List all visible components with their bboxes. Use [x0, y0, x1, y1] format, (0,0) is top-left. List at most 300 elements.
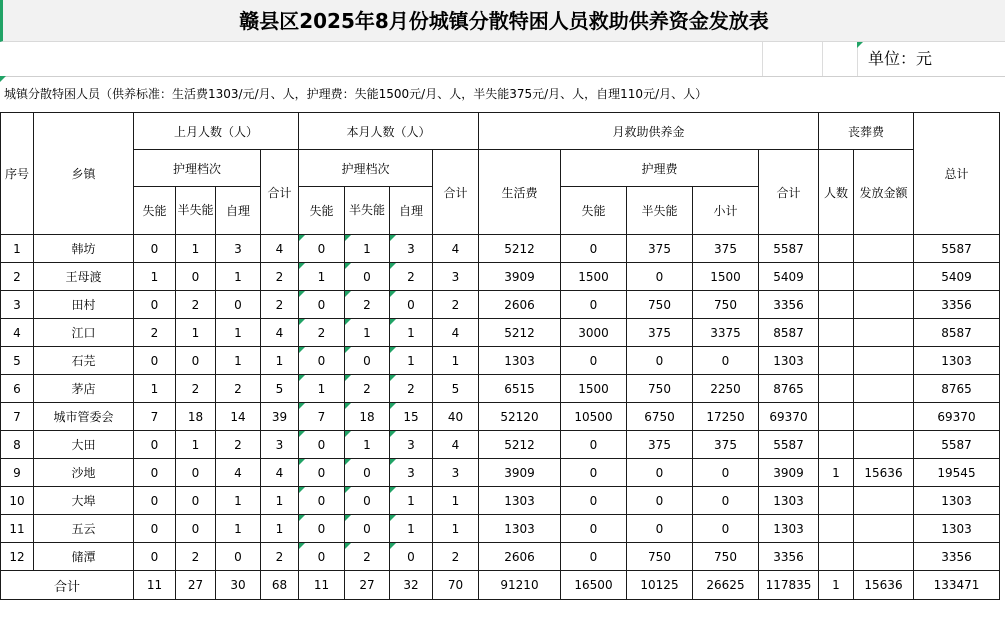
cell-grand-total[interactable]: 1303: [914, 515, 1000, 543]
header-care-fee: 护理费: [561, 150, 759, 187]
cell-allowance-total[interactable]: 5587: [759, 431, 819, 459]
cell-funeral-amount[interactable]: [854, 543, 914, 571]
cell-this-subtotal[interactable]: 3: [433, 459, 479, 487]
description-row[interactable]: [0, 76, 1005, 112]
cell-care-disabled[interactable]: 10500: [561, 403, 627, 431]
cell-last-disabled[interactable]: 0: [134, 487, 176, 515]
header-this-disabled: 失能: [299, 187, 345, 235]
total-last-semi[interactable]: 27: [176, 571, 216, 600]
comment-marker-icon: [345, 235, 351, 241]
comment-marker-icon: [299, 347, 305, 353]
comment-marker-icon: [390, 515, 396, 521]
cell-this-subtotal[interactable]: 1: [433, 515, 479, 543]
total-care-semi[interactable]: 10125: [627, 571, 693, 600]
cell-care-small-total[interactable]: 750: [693, 291, 759, 319]
header-last-care-level: 护理档次: [134, 150, 261, 187]
cell-care-semi[interactable]: 0: [627, 347, 693, 375]
cell-care-semi[interactable]: 750: [627, 543, 693, 571]
cell-this-subtotal[interactable]: 4: [433, 431, 479, 459]
cell-index[interactable]: 1: [1, 235, 34, 263]
cell-care-disabled[interactable]: 1500: [561, 375, 627, 403]
cell-funeral-persons[interactable]: [819, 487, 854, 515]
cell-grand-total[interactable]: 5587: [914, 431, 1000, 459]
cell-last-semi[interactable]: 2: [176, 543, 216, 571]
comment-marker-icon: [345, 459, 351, 465]
cell-last-self[interactable]: 1: [216, 347, 261, 375]
cell-care-disabled[interactable]: 0: [561, 291, 627, 319]
cell-this-semi[interactable]: 0: [345, 347, 390, 375]
comment-marker-icon: [299, 543, 305, 549]
comment-marker-icon: [345, 263, 351, 269]
cell-care-semi[interactable]: 750: [627, 375, 693, 403]
cell-this-subtotal[interactable]: 2: [433, 291, 479, 319]
cell-allowance-total[interactable]: 1303: [759, 487, 819, 515]
cell-this-subtotal[interactable]: 2: [433, 543, 479, 571]
cell-grand-total[interactable]: 1303: [914, 347, 1000, 375]
cell-last-subtotal[interactable]: 4: [261, 319, 299, 347]
cell-this-self[interactable]: 1: [390, 487, 433, 515]
cell-this-semi[interactable]: 1: [345, 235, 390, 263]
cell-last-semi[interactable]: 1: [176, 235, 216, 263]
cell-last-semi[interactable]: 0: [176, 347, 216, 375]
cell-this-self[interactable]: 3: [390, 431, 433, 459]
cell-last-subtotal[interactable]: 1: [261, 347, 299, 375]
cell-grand-total[interactable]: 8765: [914, 375, 1000, 403]
cell-funeral-persons[interactable]: [819, 543, 854, 571]
cell-this-disabled[interactable]: 0: [299, 515, 345, 543]
cell-last-disabled[interactable]: 1: [134, 263, 176, 291]
cell-living[interactable]: 6515: [479, 375, 561, 403]
cell-last-self[interactable]: 0: [216, 291, 261, 319]
cell-this-semi[interactable]: 0: [345, 515, 390, 543]
cell-living[interactable]: 2606: [479, 291, 561, 319]
cell-funeral-amount[interactable]: [854, 291, 914, 319]
cell-town[interactable]: 城市管委会: [34, 403, 134, 431]
cell-care-disabled[interactable]: 0: [561, 431, 627, 459]
cell-this-disabled[interactable]: 0: [299, 291, 345, 319]
cell-last-disabled[interactable]: 0: [134, 459, 176, 487]
cell-last-disabled[interactable]: 2: [134, 319, 176, 347]
cell-last-subtotal[interactable]: 5: [261, 375, 299, 403]
cell-care-small-total[interactable]: 0: [693, 347, 759, 375]
cell-last-self[interactable]: 1: [216, 319, 261, 347]
cell-allowance-total[interactable]: 3909: [759, 459, 819, 487]
cell-living[interactable]: 3909: [479, 459, 561, 487]
cell-this-semi[interactable]: 1: [345, 319, 390, 347]
cell[interactable]: [823, 42, 858, 76]
description-text: 城镇分散特困人员（供养标准：生活费1303/元/月、人，护理费：失能1500元/月、人，半失能375元/月、人，自理110元/月、人）: [4, 87, 708, 101]
cell-index[interactable]: 2: [1, 263, 34, 291]
cell-town[interactable]: 储潭: [34, 543, 134, 571]
cell-grand-total[interactable]: 8587: [914, 319, 1000, 347]
cell-this-semi[interactable]: 0: [345, 487, 390, 515]
cell-index[interactable]: 12: [1, 543, 34, 571]
cell-care-semi[interactable]: 375: [627, 235, 693, 263]
header-index: 序号: [1, 113, 34, 235]
cell-last-self[interactable]: 14: [216, 403, 261, 431]
cell-funeral-amount[interactable]: [854, 347, 914, 375]
cell-last-semi[interactable]: 18: [176, 403, 216, 431]
cell-this-disabled[interactable]: 1: [299, 263, 345, 291]
cell-last-disabled[interactable]: 0: [134, 347, 176, 375]
cell-care-small-total[interactable]: 1500: [693, 263, 759, 291]
cell-care-disabled[interactable]: 1500: [561, 263, 627, 291]
cell-funeral-persons[interactable]: [819, 235, 854, 263]
table-row: [1, 319, 1000, 347]
cell-this-self[interactable]: 3: [390, 235, 433, 263]
cell-this-disabled[interactable]: 0: [299, 235, 345, 263]
cell-living[interactable]: 5212: [479, 319, 561, 347]
comment-marker-icon: [390, 375, 396, 381]
cell-index[interactable]: 11: [1, 515, 34, 543]
cell-allowance-total[interactable]: 3356: [759, 291, 819, 319]
cell-last-semi[interactable]: 0: [176, 263, 216, 291]
cell-care-semi[interactable]: 0: [627, 459, 693, 487]
cell-this-semi[interactable]: 1: [345, 431, 390, 459]
cell-this-self[interactable]: 1: [390, 347, 433, 375]
cell-funeral-amount[interactable]: [854, 235, 914, 263]
cell-town[interactable]: 韩坊: [34, 235, 134, 263]
cell-funeral-amount[interactable]: [854, 263, 914, 291]
comment-marker-icon: [345, 347, 351, 353]
cell-funeral-persons[interactable]: [819, 375, 854, 403]
cell-this-disabled[interactable]: 0: [299, 347, 345, 375]
cell-this-disabled[interactable]: 0: [299, 543, 345, 571]
total-allowance-total[interactable]: 117835: [759, 571, 819, 600]
header-last-semi-disabled: 半失能: [176, 187, 216, 235]
header-care-disabled: 失能: [561, 187, 627, 235]
cell-last-self[interactable]: 1: [216, 263, 261, 291]
cell-last-subtotal[interactable]: 1: [261, 515, 299, 543]
cell-this-subtotal[interactable]: 3: [433, 263, 479, 291]
cell-this-self[interactable]: 0: [390, 291, 433, 319]
cell-care-semi[interactable]: 750: [627, 291, 693, 319]
cell-this-disabled[interactable]: 7: [299, 403, 345, 431]
cell-funeral-persons[interactable]: [819, 319, 854, 347]
cell-care-semi[interactable]: 375: [627, 319, 693, 347]
cell-this-disabled[interactable]: 2: [299, 319, 345, 347]
cell-index[interactable]: 7: [1, 403, 34, 431]
comment-marker-icon: [857, 42, 863, 48]
table-row: [1, 515, 1000, 543]
header-this-self-care: 自理: [390, 187, 433, 235]
header-last-self-care: 自理: [216, 187, 261, 235]
cell-funeral-amount[interactable]: [854, 403, 914, 431]
cell-last-subtotal[interactable]: 39: [261, 403, 299, 431]
header-this-subtotal: 合计: [433, 150, 479, 235]
cell[interactable]: [763, 42, 823, 76]
cell-this-subtotal[interactable]: 40: [433, 403, 479, 431]
cell-this-disabled[interactable]: 0: [299, 487, 345, 515]
total-last-subtotal[interactable]: 68: [261, 571, 299, 600]
cell-care-disabled[interactable]: 0: [561, 515, 627, 543]
cell-funeral-persons[interactable]: [819, 403, 854, 431]
total-funeral-amount[interactable]: 15636: [854, 571, 914, 600]
cell-this-self[interactable]: 2: [390, 263, 433, 291]
header-allowance: 月救助供养金: [479, 113, 819, 150]
cell-care-small-total[interactable]: 0: [693, 487, 759, 515]
cell-funeral-amount[interactable]: [854, 515, 914, 543]
cell-index[interactable]: 10: [1, 487, 34, 515]
cell-care-disabled[interactable]: 0: [561, 347, 627, 375]
total-last-self[interactable]: 30: [216, 571, 261, 600]
cell-index[interactable]: 4: [1, 319, 34, 347]
cell-funeral-amount[interactable]: [854, 319, 914, 347]
cell-care-small-total[interactable]: 3375: [693, 319, 759, 347]
cell-this-semi[interactable]: 2: [345, 375, 390, 403]
cell-funeral-persons[interactable]: 1: [819, 459, 854, 487]
cell-last-subtotal[interactable]: 1: [261, 487, 299, 515]
total-care-small-total[interactable]: 26625: [693, 571, 759, 600]
cell-care-disabled[interactable]: 0: [561, 543, 627, 571]
header-care-semi-disabled: 半失能: [627, 187, 693, 235]
cell-town[interactable]: 沙地: [34, 459, 134, 487]
cell-allowance-total[interactable]: 3356: [759, 543, 819, 571]
cell-grand-total[interactable]: 1303: [914, 487, 1000, 515]
cell-last-subtotal[interactable]: 4: [261, 235, 299, 263]
cell-last-disabled[interactable]: 7: [134, 403, 176, 431]
header-care-small-total: 小计: [693, 187, 759, 235]
header-this-semi-disabled: 半失能: [345, 187, 390, 235]
total-this-self[interactable]: 32: [390, 571, 433, 600]
cell-living[interactable]: 1303: [479, 515, 561, 543]
cell-care-semi[interactable]: 0: [627, 487, 693, 515]
cell-care-small-total[interactable]: 375: [693, 431, 759, 459]
cell-living[interactable]: 2606: [479, 543, 561, 571]
sheet-title: 赣县区2025年8月份城镇分散特困人员救助供养资金发放表: [0, 0, 1005, 42]
cell-last-self[interactable]: 3: [216, 235, 261, 263]
totals-label: 合计: [1, 571, 134, 600]
comment-marker-icon: [390, 347, 396, 353]
cell-last-disabled[interactable]: 1: [134, 375, 176, 403]
cell-allowance-total[interactable]: 8587: [759, 319, 819, 347]
cell-this-subtotal[interactable]: 5: [433, 375, 479, 403]
comment-marker-icon: [299, 487, 305, 493]
cell-living[interactable]: 52120: [479, 403, 561, 431]
header-town: 乡镇: [34, 113, 134, 235]
comment-marker-icon: [299, 403, 305, 409]
total-this-subtotal[interactable]: 70: [433, 571, 479, 600]
total-funeral-persons[interactable]: 1: [819, 571, 854, 600]
cell-this-self[interactable]: 1: [390, 319, 433, 347]
cell-funeral-amount[interactable]: [854, 375, 914, 403]
header-amount: 发放金额: [854, 150, 914, 235]
cell-this-subtotal[interactable]: 1: [433, 487, 479, 515]
cell-last-disabled[interactable]: 0: [134, 431, 176, 459]
cell-index[interactable]: 5: [1, 347, 34, 375]
cell-town[interactable]: 王母渡: [34, 263, 134, 291]
cell-allowance-total[interactable]: 5587: [759, 235, 819, 263]
table-row: [1, 487, 1000, 515]
comment-marker-icon: [390, 403, 396, 409]
comment-marker-icon: [390, 291, 396, 297]
cell-last-disabled[interactable]: 0: [134, 235, 176, 263]
cell-town[interactable]: 大埠: [34, 487, 134, 515]
total-last-disabled[interactable]: 11: [134, 571, 176, 600]
cell-this-disabled[interactable]: 1: [299, 375, 345, 403]
cell-funeral-amount[interactable]: [854, 431, 914, 459]
comment-marker-icon: [390, 235, 396, 241]
comment-marker-icon: [345, 543, 351, 549]
cell-care-small-total[interactable]: 17250: [693, 403, 759, 431]
cell-last-semi[interactable]: 1: [176, 319, 216, 347]
cell-last-self[interactable]: 2: [216, 431, 261, 459]
cell-care-semi[interactable]: 0: [627, 263, 693, 291]
cell-care-small-total[interactable]: 750: [693, 543, 759, 571]
cell-care-disabled[interactable]: 0: [561, 459, 627, 487]
cell-last-semi[interactable]: 0: [176, 459, 216, 487]
total-grand-total[interactable]: 133471: [914, 571, 1000, 600]
cell-last-self[interactable]: 4: [216, 459, 261, 487]
table-row: [1, 403, 1000, 431]
table-row: [1, 235, 1000, 263]
cell-last-disabled[interactable]: 0: [134, 291, 176, 319]
header-last-month: 上月人数（人）: [134, 113, 299, 150]
cell-this-subtotal[interactable]: 4: [433, 319, 479, 347]
cell-living[interactable]: 5212: [479, 431, 561, 459]
cell-care-disabled[interactable]: 0: [561, 235, 627, 263]
comment-marker-icon: [299, 291, 305, 297]
cell[interactable]: [0, 42, 763, 76]
total-this-disabled[interactable]: 11: [299, 571, 345, 600]
cell-allowance-total[interactable]: 5409: [759, 263, 819, 291]
header-allowance-subtotal: 合计: [759, 150, 819, 235]
cell-last-disabled[interactable]: 0: [134, 515, 176, 543]
comment-marker-icon: [345, 375, 351, 381]
cell-care-disabled[interactable]: 0: [561, 487, 627, 515]
cell-grand-total[interactable]: 69370: [914, 403, 1000, 431]
cell-living[interactable]: 1303: [479, 347, 561, 375]
cell-living[interactable]: 3909: [479, 263, 561, 291]
cell-this-semi[interactable]: 18: [345, 403, 390, 431]
cell-town[interactable]: 石芫: [34, 347, 134, 375]
table-row: [1, 291, 1000, 319]
cell-last-self[interactable]: 1: [216, 487, 261, 515]
table-row: [1, 543, 1000, 571]
cell-allowance-total[interactable]: 8765: [759, 375, 819, 403]
comment-marker-icon: [299, 319, 305, 325]
comment-marker-icon: [299, 431, 305, 437]
cell-index[interactable]: 8: [1, 431, 34, 459]
cell-funeral-persons[interactable]: [819, 291, 854, 319]
header-living: 生活费: [479, 150, 561, 235]
total-living[interactable]: 91210: [479, 571, 561, 600]
comment-marker-icon: [345, 319, 351, 325]
cell-funeral-amount[interactable]: 15636: [854, 459, 914, 487]
cell-care-small-total[interactable]: 0: [693, 515, 759, 543]
cell-this-self[interactable]: 2: [390, 375, 433, 403]
comment-marker-icon: [299, 263, 305, 269]
cell-funeral-persons[interactable]: [819, 431, 854, 459]
comment-marker-icon: [345, 403, 351, 409]
cell-last-semi[interactable]: 2: [176, 291, 216, 319]
totals-row: [1, 571, 1000, 600]
comment-marker-icon: [390, 459, 396, 465]
total-care-disabled[interactable]: 16500: [561, 571, 627, 600]
cell-grand-total[interactable]: 19545: [914, 459, 1000, 487]
cell-grand-total[interactable]: 5587: [914, 235, 1000, 263]
cell-index[interactable]: 3: [1, 291, 34, 319]
cell-index[interactable]: 6: [1, 375, 34, 403]
comment-marker-icon: [345, 291, 351, 297]
cell-allowance-total[interactable]: 69370: [759, 403, 819, 431]
cell-last-semi[interactable]: 0: [176, 515, 216, 543]
cell-living[interactable]: 1303: [479, 487, 561, 515]
table-row: [1, 431, 1000, 459]
cell-this-semi[interactable]: 0: [345, 459, 390, 487]
cell-care-disabled[interactable]: 3000: [561, 319, 627, 347]
cell-this-semi[interactable]: 2: [345, 291, 390, 319]
cell-this-self[interactable]: 3: [390, 459, 433, 487]
cell-grand-total[interactable]: 3356: [914, 291, 1000, 319]
cell-this-self[interactable]: 15: [390, 403, 433, 431]
header-funeral: 丧葬费: [819, 113, 914, 150]
header-last-subtotal: 合计: [261, 150, 299, 235]
table-row: [1, 347, 1000, 375]
cell-funeral-amount[interactable]: [854, 487, 914, 515]
cell-grand-total[interactable]: 5409: [914, 263, 1000, 291]
cell-last-semi[interactable]: 1: [176, 431, 216, 459]
cell-this-disabled[interactable]: 0: [299, 459, 345, 487]
cell-last-self[interactable]: 0: [216, 543, 261, 571]
cell-last-self[interactable]: 2: [216, 375, 261, 403]
cell-last-subtotal[interactable]: 2: [261, 291, 299, 319]
cell-last-self[interactable]: 1: [216, 515, 261, 543]
cell-last-subtotal[interactable]: 4: [261, 459, 299, 487]
cell-funeral-persons[interactable]: [819, 515, 854, 543]
cell-care-small-total[interactable]: 375: [693, 235, 759, 263]
header-total: 总计: [914, 113, 1000, 235]
cell-this-self[interactable]: 1: [390, 515, 433, 543]
cell-last-subtotal[interactable]: 2: [261, 543, 299, 571]
comment-marker-icon: [390, 263, 396, 269]
cell-care-semi[interactable]: 0: [627, 515, 693, 543]
cell-care-semi[interactable]: 6750: [627, 403, 693, 431]
cell-last-semi[interactable]: 0: [176, 487, 216, 515]
cell-town[interactable]: 茅店: [34, 375, 134, 403]
cell-last-disabled[interactable]: 0: [134, 543, 176, 571]
cell-last-subtotal[interactable]: 3: [261, 431, 299, 459]
header-this-care-level: 护理档次: [299, 150, 433, 187]
cell-town[interactable]: 大田: [34, 431, 134, 459]
cell-grand-total[interactable]: 3356: [914, 543, 1000, 571]
cell-this-subtotal[interactable]: 1: [433, 347, 479, 375]
cell-index[interactable]: 9: [1, 459, 34, 487]
cell-town[interactable]: 五云: [34, 515, 134, 543]
cell-last-semi[interactable]: 2: [176, 375, 216, 403]
cell-funeral-persons[interactable]: [819, 263, 854, 291]
cell-funeral-persons[interactable]: [819, 347, 854, 375]
cell-this-self[interactable]: 0: [390, 543, 433, 571]
cell-care-semi[interactable]: 375: [627, 431, 693, 459]
cell-last-subtotal[interactable]: 2: [261, 263, 299, 291]
cell-town[interactable]: 田村: [34, 291, 134, 319]
cell-allowance-total[interactable]: 1303: [759, 515, 819, 543]
cell-care-small-total[interactable]: 0: [693, 459, 759, 487]
comment-marker-icon: [299, 375, 305, 381]
header-last-disabled: 失能: [134, 187, 176, 235]
cell-allowance-total[interactable]: 1303: [759, 347, 819, 375]
cell-this-semi[interactable]: 0: [345, 263, 390, 291]
cell-living[interactable]: 5212: [479, 235, 561, 263]
cell-care-small-total[interactable]: 2250: [693, 375, 759, 403]
unit-row: [0, 42, 1005, 77]
cell-this-disabled[interactable]: 0: [299, 431, 345, 459]
total-this-semi[interactable]: 27: [345, 571, 390, 600]
cell-town[interactable]: 江口: [34, 319, 134, 347]
cell-this-semi[interactable]: 2: [345, 543, 390, 571]
cell-this-subtotal[interactable]: 4: [433, 235, 479, 263]
